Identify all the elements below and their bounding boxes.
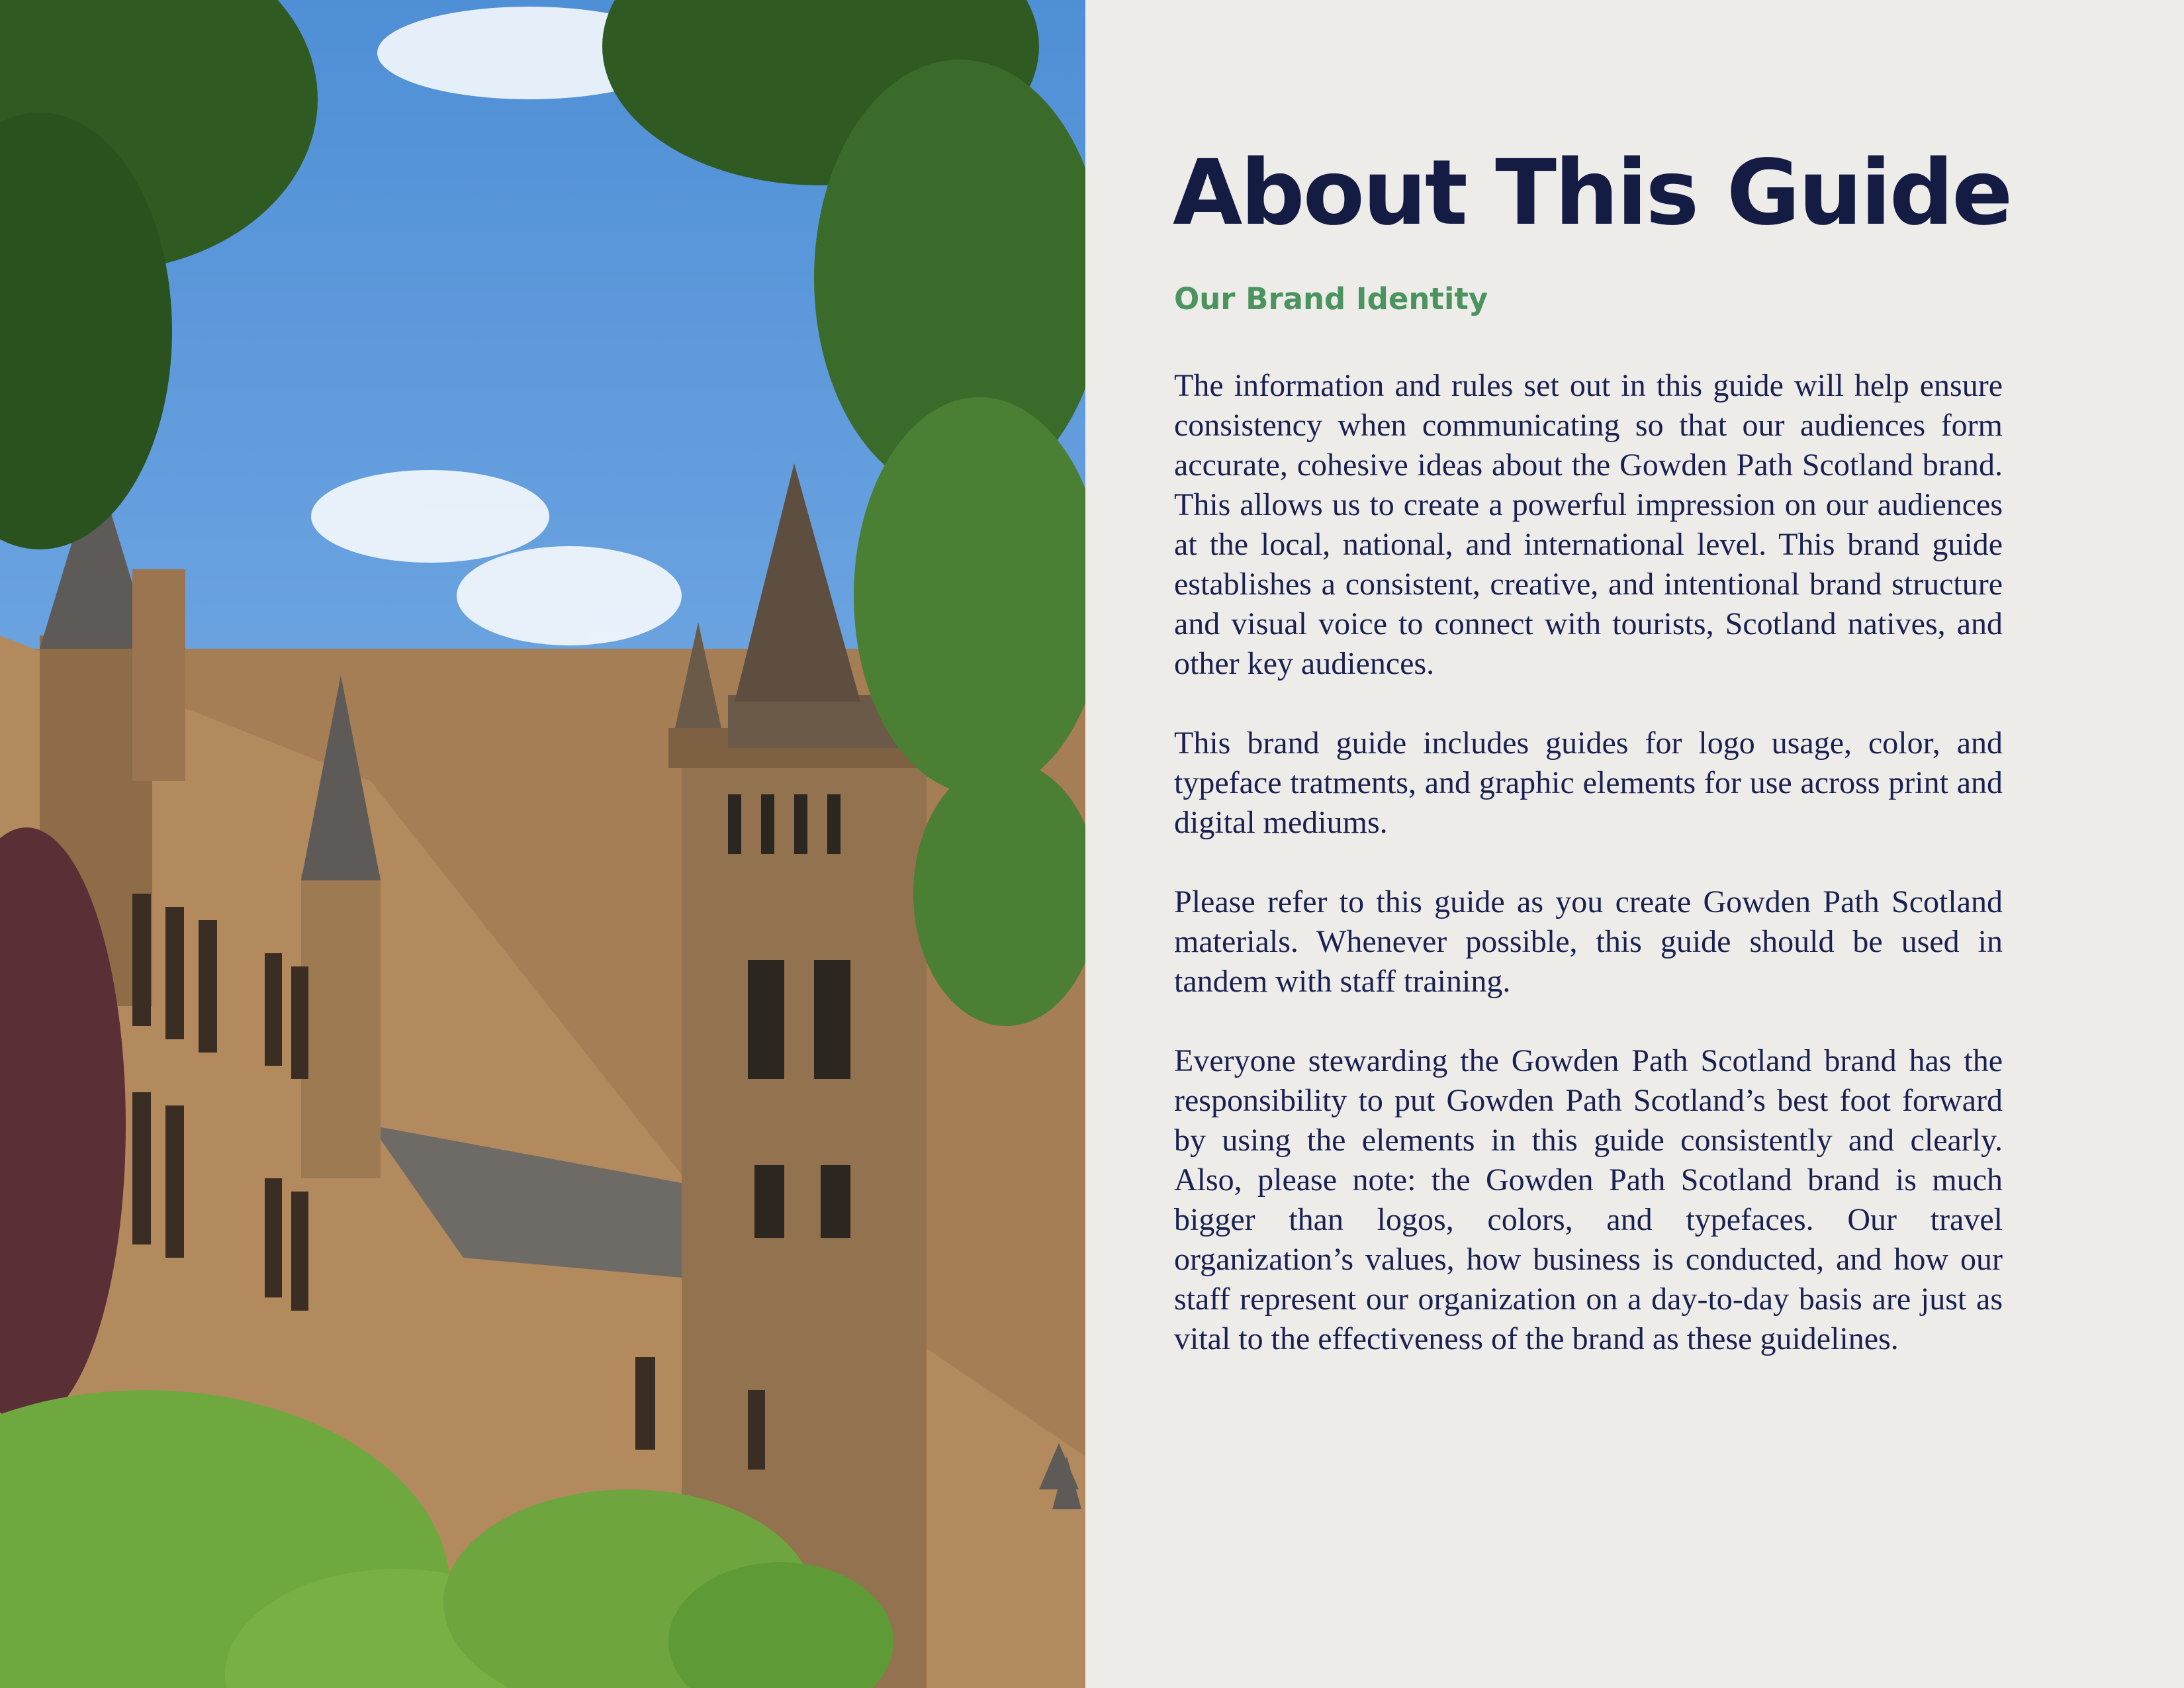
text-panel	[1085, 0, 2184, 1688]
page-title: About This Guide	[1173, 141, 2011, 246]
body-copy	[1174, 366, 2003, 1399]
page-subtitle: Our Brand Identity	[1174, 281, 1488, 316]
hero-photo	[0, 0, 1085, 1688]
paragraph-intro: The information and rules set out in this guide will help ensure consistency when communicating so that our audiences form accurate, cohesive ideas about the Gowden Path Scotland brand. This allows us to create a powerful impression on our audiences at the local, national, and international level. This brand guide establishes a consistent, creative, and intentional brand structure and visual voice to connect with tourists, Scotland natives, and other key audiences.	[1174, 368, 2003, 681]
paragraph-responsibility: Everyone stewarding the Gowden Path Scotland brand has the responsibility to put Gowden Path Scotland’s best foot forward by using the elements in this guide consistently and clearly. Also, please note: the Gowden Path Scotland brand is much bigger than logos, colors, and typefaces. Our travel organization’s values, how business is conducted, and how our staff represent our organization on a day-to-day basis are just as vital to the effectiveness of the brand as these guidelines.	[1174, 1043, 2003, 1356]
paragraph-usage: Please refer to this guide as you create Gowden Path Scotland materials. Whenever possible, this guide should be used in tandem with staff training.	[1174, 884, 2003, 999]
gothic-building-photo	[0, 0, 1085, 1688]
paragraph-contents: This brand guide includes guides for logo usage, color, and typeface tratments, and graphic elements for use across print and digital mediums.	[1174, 726, 2003, 840]
